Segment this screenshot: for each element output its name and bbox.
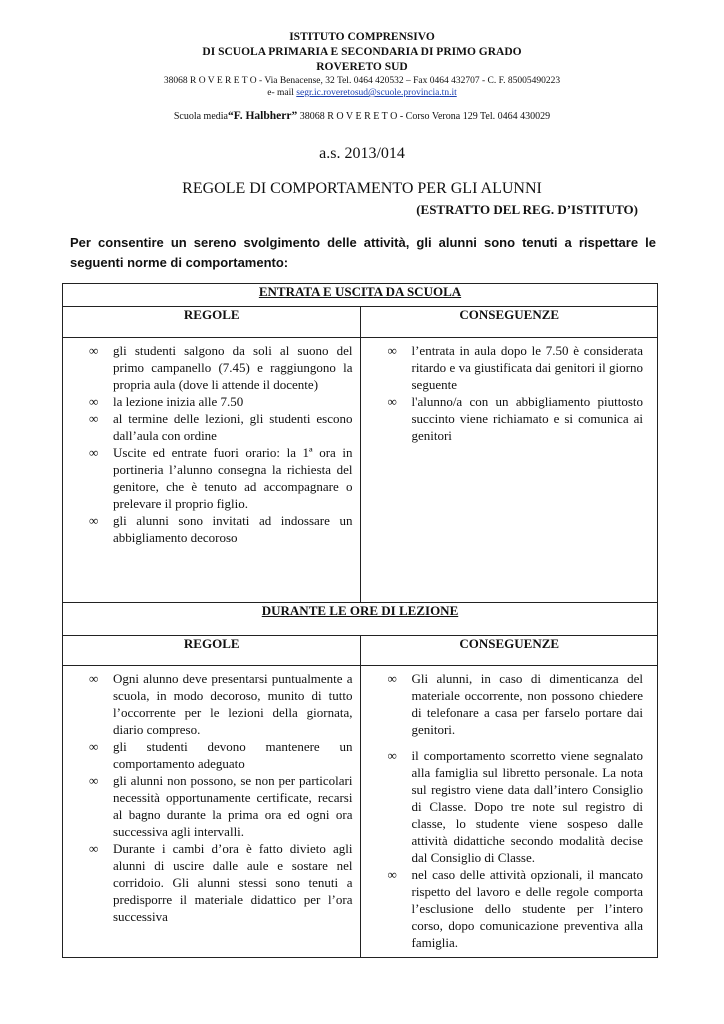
rules-cell xyxy=(63,666,361,958)
consequences-cell xyxy=(361,666,658,958)
school-address: 38068 R O V E R E T O - Via Benacense, 32 Tel. 0464 420532 – Fax 0464 432707 - C. F. 85005490223 xyxy=(163,76,561,86)
list-item: ∞ gli alunni non possono, se non per particolari necessità opportunamente certificate, recarsi al bagno durante la prima ora ed ogni ora successiva agli intervalli. xyxy=(83,772,352,840)
document-subtitle: (ESTRATTO DEL REG. D’ISTITUTO) xyxy=(416,202,638,217)
section-title-row xyxy=(63,603,658,636)
column-header-row xyxy=(63,636,658,666)
document-title: REGOLE DI COMPORTAMENTO PER GLI ALUNNI xyxy=(182,180,542,197)
section-title: DURANTE LE ORE DI LEZIONE xyxy=(63,603,658,636)
list-item: ∞ la lezione inizia alle 7.50 xyxy=(83,393,352,410)
column-header-consequences: CONSEGUENZE xyxy=(361,307,658,338)
section-title-row xyxy=(63,284,658,307)
letterhead xyxy=(0,30,724,99)
rules-cell xyxy=(63,338,361,603)
intro-paragraph: Per consentire un sereno svolgimento delle attività, gli alunni sono tenuti a rispettare le seguenti norme di comportamento: xyxy=(70,235,656,270)
list-item: ∞ il comportamento scorretto viene segnalato alla famiglia sul libretto personale. La nota sul registro viene data dall’intero Consiglio di Classe. Dopo tre note sul registro di classe, lo studente viene sospeso dalle attività didattiche secondo modalità decise dal Consiglio di Classe. xyxy=(381,747,643,866)
school-year: a.s. 2013/014 xyxy=(319,145,405,162)
rules-table xyxy=(62,283,658,958)
school-name-line1: ISTITUTO COMPRENSIVO xyxy=(289,31,435,43)
list-item: ∞ gli studenti devono mantenere un comportamento adeguato xyxy=(83,738,352,772)
list-item: ∞ Gli alunni, in caso di dimenticanza del materiale occorrente, non possono chiedere di telefonare a casa per farselo portare dai genitori. xyxy=(381,670,643,738)
list-item: ∞ l'alunno/a con un abbigliamento piuttosto succinto viene richiamato e si comunica ai genitori xyxy=(381,393,643,444)
column-header-rules: REGOLE xyxy=(63,307,361,338)
middle-school-name: “F. Halbherr” xyxy=(228,110,298,122)
column-header-row xyxy=(63,307,658,338)
consequences-cell xyxy=(361,338,658,603)
list-item: ∞ Durante i cambi d’ora è fatto divieto agli alunni di uscire dalle aule e sostare nel corridoio. Gli alunni stessi sono tenuti a predisporre il materiale didattico per l’ora successiva xyxy=(83,840,352,925)
list-item: ∞ nel caso delle attività opzionali, il mancato rispetto del lavoro e delle regole comporta l’esclusione dello studente per l’intero corso, dopo comunicazione preventiva alla famiglia. xyxy=(381,866,643,951)
middle-school-line xyxy=(0,110,724,122)
list-item: ∞ Uscite ed entrate fuori orario: la 1ª ora in portineria l’alunno consegna la richiesta del genitore, che è tenuto ad accompagnare o prelevare il proprio figlio. xyxy=(83,444,352,512)
list-item: ∞ al termine delle lezioni, gli studenti escono dall’aula con ordine xyxy=(83,410,352,444)
section-title: ENTRATA E USCITA DA SCUOLA xyxy=(63,284,658,307)
email-prefix: e- mail xyxy=(267,88,297,98)
middle-school-address: 38068 R O V E R E T O - Corso Verona 129 Tel. 0464 430029 xyxy=(297,111,551,122)
rules-list xyxy=(83,670,352,925)
consequences-list xyxy=(381,670,643,951)
consequences-list xyxy=(381,342,643,393)
school-name-line2: DI SCUOLA PRIMARIA E SECONDARIA DI PRIMO GRADO xyxy=(202,46,522,58)
email-link[interactable]: segr.ic.roveretosud@scuole.provincia.tn.it xyxy=(296,88,457,98)
school-email-line xyxy=(0,87,724,99)
column-header-rules: REGOLE xyxy=(63,636,361,666)
list-item: ∞ gli alunni sono invitati ad indossare un abbigliamento decoroso xyxy=(83,512,352,546)
consequences-list-2 xyxy=(381,393,643,444)
list-item: ∞ gli studenti salgono da soli al suono del primo campanello (7.45) e raggiungono la propria aula (dove li attende il docente) xyxy=(83,342,352,393)
school-name-line3: ROVERETO SUD xyxy=(316,61,408,73)
column-header-consequences: CONSEGUENZE xyxy=(361,636,658,666)
content-row xyxy=(63,338,658,603)
content-row xyxy=(63,666,658,958)
list-item: ∞ l’entrata in aula dopo le 7.50 è considerata ritardo e va giustificata dai genitori il giorno seguente xyxy=(381,342,643,393)
rules-list xyxy=(83,342,352,546)
middle-school-prefix: Scuola media xyxy=(173,111,228,122)
list-item: ∞ Ogni alunno deve presentarsi puntualmente a scuola, in modo decoroso, munito di tutto l’occorrente per le lezioni della giornata, diario compreso. xyxy=(83,670,352,738)
